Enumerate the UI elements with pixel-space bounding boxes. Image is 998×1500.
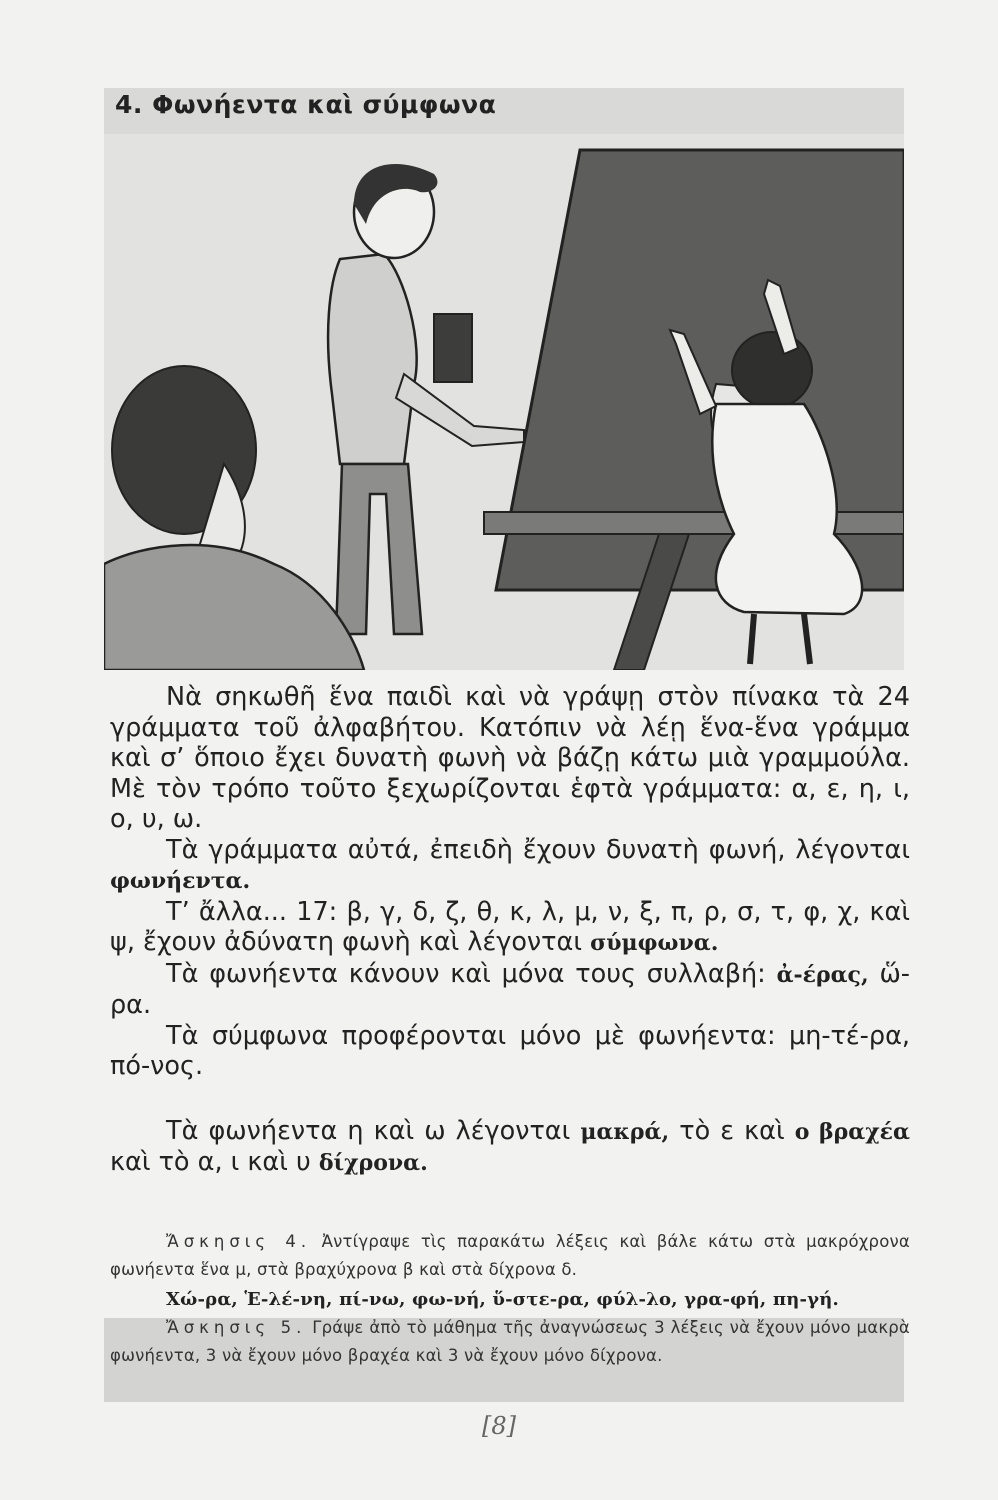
term-short: ο βραχέα: [794, 1118, 910, 1145]
exercise-4-text: Ἀντίγραψε τὶς παρακάτω λέξεις καὶ βάλε κάτω στὰ μακρόχρονα φωνήεντα ἕνα μ, στὰ βραχύχρονα β καὶ στὰ δίχρονα δ.: [110, 1232, 910, 1279]
example-aeras: ἀ-έρας,: [776, 961, 869, 988]
page-number: [8]: [482, 1412, 516, 1440]
exercise-5: [110, 1314, 910, 1370]
exercise-4: [110, 1228, 910, 1284]
paragraph-1: Νὰ σηκωθῆ ἕνα παιδὶ καὶ νὰ γράψῃ στὸν πίνακα τὰ 24 γράμματα τοῦ ἀλφαβήτου. Κατόπιν νὰ λέῃ ἕνα-ἕνα γράμμα καὶ σ’ ὅποιο ἔχει δυνατὴ φωνὴ νὰ βάζῃ κάτω μιὰ γραμμούλα. Μὲ τὸν τρόπο τοῦτο ξεχωρίζονται ἑφτὰ γράμματα: α, ε, η, ι, ο, υ, ω.: [110, 682, 910, 834]
paragraph-4: [110, 959, 910, 1021]
paragraph-5: Τὰ σύμφωνα προφέρονται μόνο μὲ φωνήεντα: μη-τέ-ρα, πό-νος.: [110, 1020, 910, 1081]
term-long: μακρά,: [580, 1118, 670, 1145]
paragraph-6-text-a: Τὰ φωνήεντα η καὶ ω λέγονται: [166, 1115, 581, 1146]
paragraph-3: [110, 897, 910, 959]
exercise-4-label: Ἄσκησις 4.: [166, 1232, 312, 1251]
exercises: [110, 1228, 910, 1370]
paragraph-4-tail: ὥ-ρα.: [110, 958, 911, 1020]
paragraph-6: [110, 1116, 910, 1179]
paragraph-6-text-b: τὸ ε καὶ: [669, 1115, 795, 1146]
lesson-title: 4. Φωνήεντα καὶ σύμφωνα: [115, 90, 497, 119]
term-dichrona: δίχρονα.: [318, 1150, 428, 1176]
exercise-5-text: Γράψε ἀπὸ τὸ μάθημα τῆς ἀναγνώσεως 3 λέξεις νὰ ἔχουν μόνο μακρὰ φωνήεντα, 3 νὰ ἔχουν μόνο βραχέα καὶ 3 νὰ ἔχουν μόνο δίχρονα.: [110, 1318, 910, 1365]
exercise-5-label: Ἄσκησις 5.: [166, 1318, 307, 1337]
paragraph-3-text: Τ’ ἄλλα... 17: β, γ, δ, ζ, θ, κ, λ, μ, ν, ξ, π, ρ, σ, τ, φ, χ, καὶ ψ, ἔχουν ἀδύνατη φωνὴ καὶ λέγονται: [110, 896, 910, 957]
paragraph-2-text: Τὰ γράμματα αὐτά, ἐπειδὴ ἔχουν δυνατὴ φωνή, λέγονται: [166, 834, 910, 865]
lesson-text: [110, 682, 910, 1179]
term-consonants: σύμφωνα.: [590, 930, 719, 956]
paragraph-2: [110, 835, 910, 897]
exercise-4-words: Χώ-ρα, Ἑ-λέ-νη, πί-νω, φω-νή, ὕ-στε-ρα, φύλ-λο, γρα-φή, πη-γή.: [166, 1289, 840, 1310]
paragraph-4-text: Τὰ φωνήεντα κάνουν καὶ μόνα τους συλλαβή:: [166, 958, 777, 989]
classroom-illustration: [104, 134, 904, 670]
term-vowels: φωνήεντα.: [110, 868, 251, 894]
paragraph-6-text-c: καὶ τὸ α, ι καὶ υ: [110, 1147, 319, 1177]
illustration-drawing: [104, 134, 904, 670]
